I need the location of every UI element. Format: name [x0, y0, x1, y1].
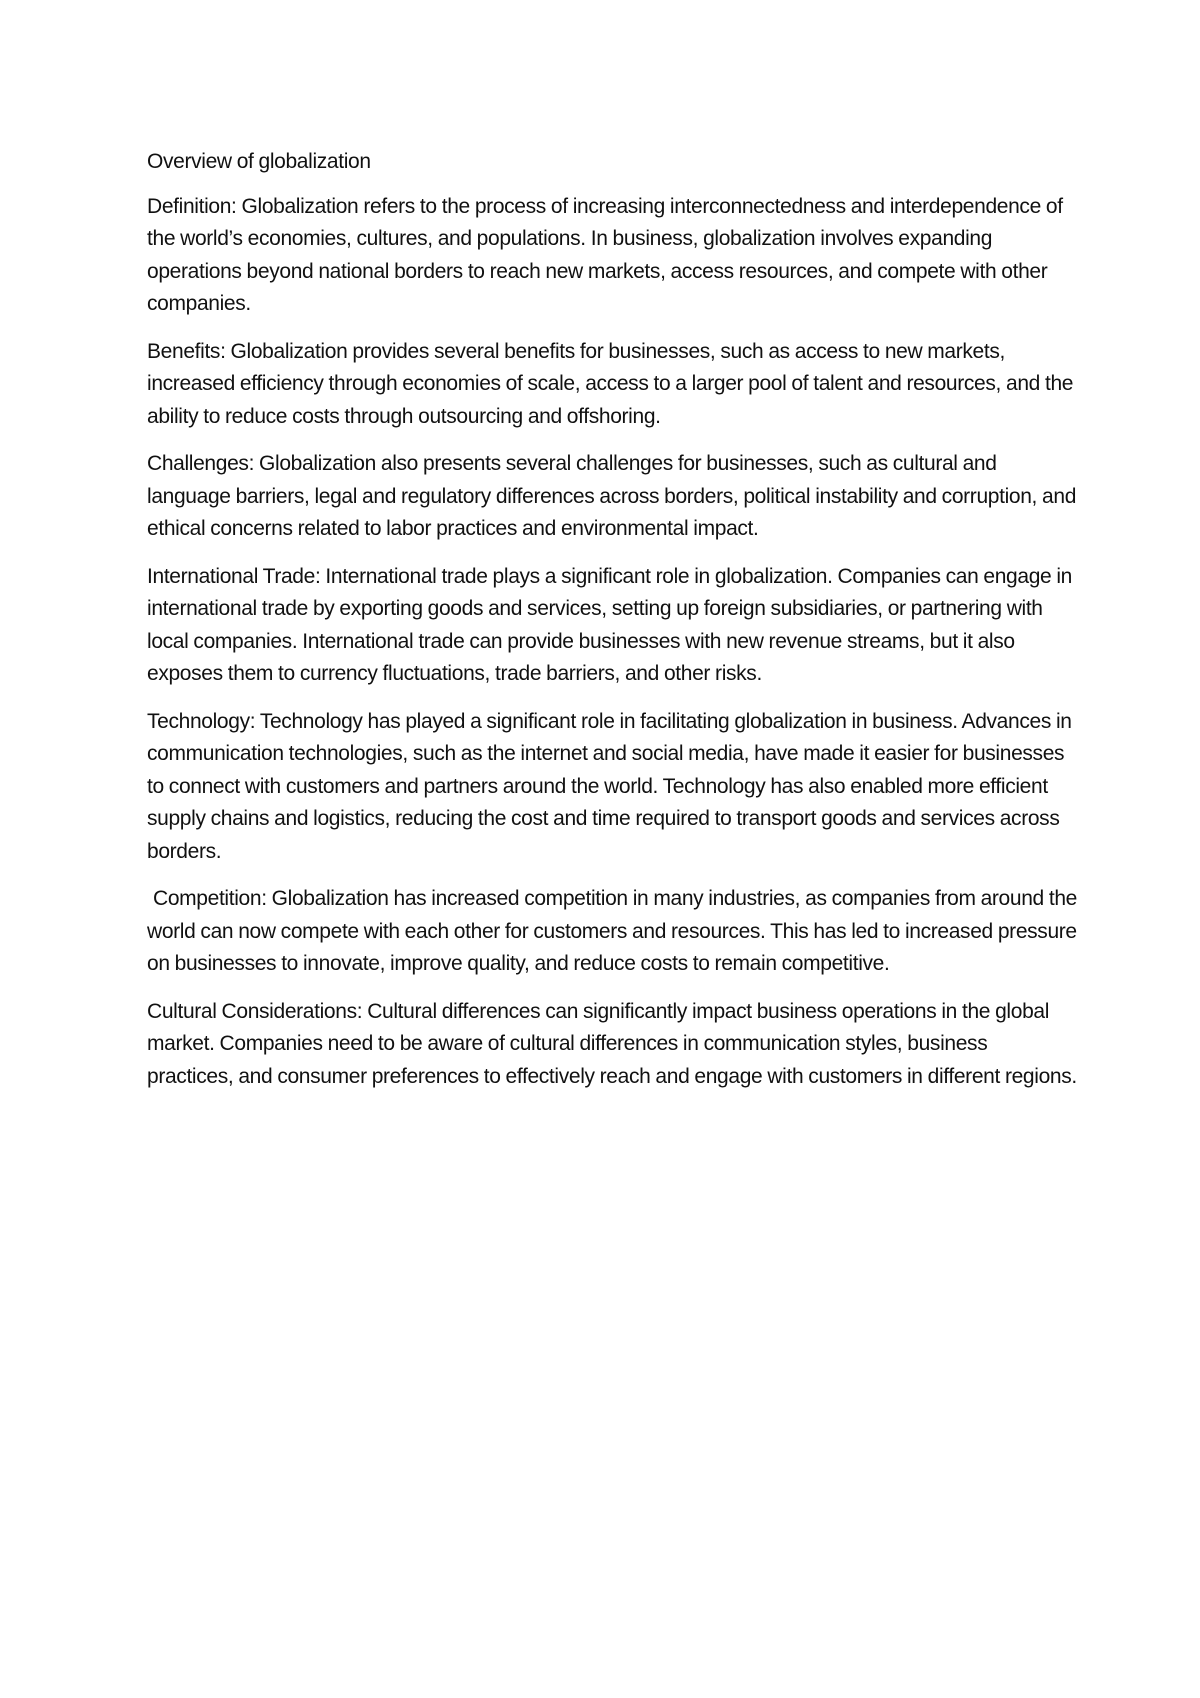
paragraph-international-trade: International Trade: International trade plays a significant role in globalization. Companies can engage in international trade by exporting goods and services, setting up foreign subsidiaries, or partnering with local companies. International trade can provide businesses with new revenue streams, but it also exposes them to currency fluctuations, trade barriers, and other risks.	[147, 564, 1072, 685]
paragraph-competition: Competition: Globalization has increased competition in many industries, as companies from around the world can now compete with each other for customers and resources. This has led to increased pressure on businesses to innovate, improve quality, and reduce costs to remain competitive.	[147, 887, 1077, 975]
document-body	[147, 146, 1077, 1108]
paragraph-challenges: Challenges: Globalization also presents several challenges for businesses, such as cultural and language barriers, legal and regulatory differences across borders, political instability and corruption, and ethical concerns related to labor practices and environmental impact.	[147, 452, 1077, 540]
paragraph-benefits: Benefits: Globalization provides several benefits for businesses, such as access to new markets, increased efficiency through economies of scale, access to a larger pool of talent and resources, and the ability to reduce costs through outsourcing and offshoring.	[147, 339, 1074, 428]
paragraph-technology: Technology: Technology has played a significant role in facilitating globalization in business. Advances in communication technologies, such as the internet and social media, have made it easier for businesses to connect with customers and partners around the world. Technology has also enabled more efficient supply chains and logistics, reducing the cost and time required to transport goods and services across borders.	[147, 709, 1072, 863]
paragraph-cultural-considerations: Cultural Considerations: Cultural differences can significantly impact business operations in the global market. Companies need to be aware of cultural differences in communication styles, business practices, and consumer preferences to effectively reach and engage with customers in different regions.	[147, 999, 1077, 1088]
paragraph-definition: Definition: Globalization refers to the process of increasing interconnectedness and interdependence of the world’s economies, cultures, and populations. In business, globalization involves expanding operations beyond national borders to reach new markets, access resources, and compete with other companies.	[147, 194, 1063, 315]
document-title: Overview of globalization	[147, 150, 371, 173]
